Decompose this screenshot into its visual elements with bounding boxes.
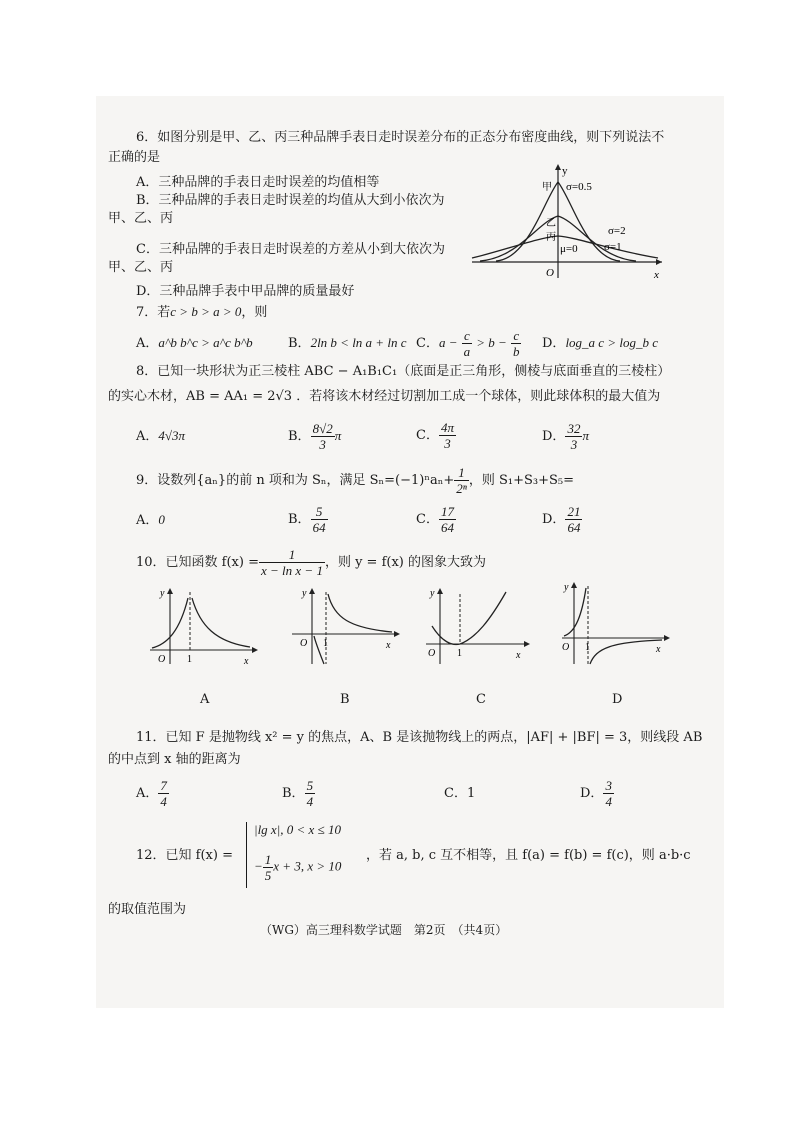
- q6-sigma2-label: σ=2: [608, 225, 626, 237]
- svg-text:O: O: [300, 638, 308, 649]
- q8-option-d: D． $\frac{32}{3}$ π: [542, 421, 589, 452]
- q10-label-b: B: [340, 692, 350, 707]
- q10-frac: $\frac{1}{\text{x − ln x − 1}}$: [261, 547, 323, 578]
- q10-graph-b: [286, 584, 406, 670]
- q11-stem: 11．已知 F 是抛物线 x² = y 的焦点，A、B 是该抛物线上的两点，|AF| + |BF| = 3，则线段 AB: [136, 730, 703, 745]
- q7-option-c-frac1: $\frac{c}{a}$: [463, 328, 471, 359]
- q11-option-d: D． $\frac{3}{4}$: [580, 778, 612, 809]
- q6-stem: 6．如图分别是甲、乙、丙三种品牌手表日走时误差分布的正态分布密度曲线，则下列说法不: [136, 130, 665, 145]
- q11-option-b: B． $\frac{5}{4}$: [282, 778, 314, 809]
- q6-mu-label: μ=0: [560, 243, 578, 255]
- q9-option-c: C． $\frac{17}{64}$: [416, 504, 454, 535]
- q8-option-b: B． $\frac{8√2}{3}$ π: [288, 421, 342, 452]
- q6-option-c-cont: 甲、乙、丙: [108, 260, 174, 275]
- svg-text:y: y: [564, 582, 569, 593]
- svg-text:1: 1: [585, 642, 590, 653]
- q10-label-d: D: [612, 692, 623, 707]
- svg-text:y: y: [302, 588, 307, 599]
- q7-condition: c > b > a > 0: [170, 304, 242, 319]
- svg-text:O: O: [158, 654, 166, 665]
- q12-brace: [246, 822, 247, 888]
- q10-label-a: A: [200, 692, 210, 707]
- q6-option-a: A．三种品牌的手表日走时误差的均值相等: [136, 175, 380, 190]
- q11-stem-cont: 的中点到 x 轴的距离为: [108, 752, 241, 767]
- q12-stem-suffix: ，若 a, b, c 互不相等，且 f(a) = f(b) = f(c)，则 a·b·c: [366, 848, 691, 863]
- q10-stem: 10．已知函数 f(x) = $\frac{1}{\text{x − ln x − 1}}$ ，则 y = f(x) 的图象大致为: [136, 547, 487, 578]
- q7-option-d: D．log_a c > log_b c: [542, 335, 658, 351]
- q9-frac: $\frac{1}{\text{2ⁿ}}$: [456, 465, 467, 496]
- svg-text:y: y: [430, 588, 435, 599]
- q6-x-label: x: [654, 269, 659, 281]
- q8-option-a: A．4√3π: [136, 428, 186, 444]
- q7-option-c-frac2: $\frac{c}{b}$: [512, 328, 520, 359]
- svg-text:x: x: [656, 644, 661, 655]
- q6-stem-cont: 正确的是: [108, 150, 161, 165]
- q12-stem-cont: 的取值范围为: [108, 902, 187, 917]
- q7-stem: [136, 304, 267, 321]
- q11-option-a: A． $\frac{7}{4}$: [136, 778, 167, 809]
- q6-option-d: D．三种品牌手表中甲品牌的质量最好: [136, 284, 355, 299]
- q8-option-c: C． $\frac{4\pi}{3}$: [416, 420, 454, 451]
- svg-text:y: y: [160, 588, 165, 599]
- q10-graph-c: [420, 584, 540, 670]
- page-footer: （WG）高三理科数学试题 第2页 （共4页）: [260, 923, 508, 937]
- q10-label-c: C: [476, 692, 486, 707]
- q12-stem-prefix: 12．已知 f(x) =: [136, 848, 233, 863]
- svg-text:1: 1: [323, 638, 328, 649]
- q10-graph-a: [144, 584, 264, 670]
- q10-graph-d: [556, 578, 676, 670]
- q8-stem: 8．已知一块形状为正三棱柱 ABC − A₁B₁C₁（底面是正三角形，侧棱与底面垂直的三棱柱）: [136, 364, 671, 379]
- q12-case1: |lg x|, 0 < x ≤ 10: [254, 822, 341, 837]
- svg-text:1: 1: [457, 648, 462, 659]
- q6-origin-label: O: [546, 267, 554, 279]
- q6-label-jia: 甲: [542, 182, 552, 193]
- q11-option-c: C．1: [444, 786, 476, 801]
- q6-sigma1-label: σ=0.5: [566, 181, 592, 193]
- svg-text:O: O: [562, 642, 570, 653]
- q6-option-b-cont: 甲、乙、丙: [108, 211, 174, 226]
- q7-option-c: C．a − $\frac{c}{a}$ > b − $\frac{c}{b}$: [416, 328, 520, 359]
- q6-y-label: y: [562, 165, 568, 177]
- q12-case2: − $\frac{1}{5}$ x + 3, x > 10: [254, 852, 342, 883]
- svg-text:x: x: [386, 640, 391, 651]
- q9-option-d: D． $\frac{21}{64}$: [542, 504, 581, 535]
- q6-label-yi: 乙: [546, 218, 556, 229]
- q7-option-b: B．2ln b < ln a + ln c: [288, 335, 407, 351]
- q9-option-a: A．0: [136, 512, 165, 528]
- q8-stem-cont: 的实心木材，AB = AA₁ = 2√3 ．若将该木材经过切割加工成一个球体，则此球体积的最大值为: [108, 389, 661, 404]
- q7-stem-prefix: 7．若: [136, 305, 171, 320]
- svg-text:x: x: [516, 650, 521, 661]
- svg-text:1: 1: [187, 654, 192, 665]
- q6-normal-curves-figure: [466, 160, 668, 284]
- q9-stem: 9．设数列{aₙ}的前 n 项和为 Sₙ，满足 Sₙ=(−1)ⁿaₙ+ $\frac{1}{\text{2ⁿ}}$ ，则 S₁+S₃+S₅=: [136, 465, 575, 496]
- svg-text:O: O: [428, 648, 436, 659]
- q6-label-bing: 丙: [546, 232, 556, 243]
- q9-option-b: B． $\frac{5}{64}$: [288, 504, 326, 535]
- q7-option-a: A．a^b b^c > a^c b^b: [136, 335, 253, 351]
- svg-text:x: x: [244, 656, 249, 667]
- q6-option-b: B．三种品牌的手表日走时误差的均值从大到小依次为: [136, 193, 445, 208]
- q7-stem-suffix: ，则: [241, 305, 268, 320]
- q6-sigma3-label: σ=1: [604, 241, 622, 253]
- q6-option-c: C．三种品牌的手表日走时误差的方差从小到大依次为: [136, 242, 445, 257]
